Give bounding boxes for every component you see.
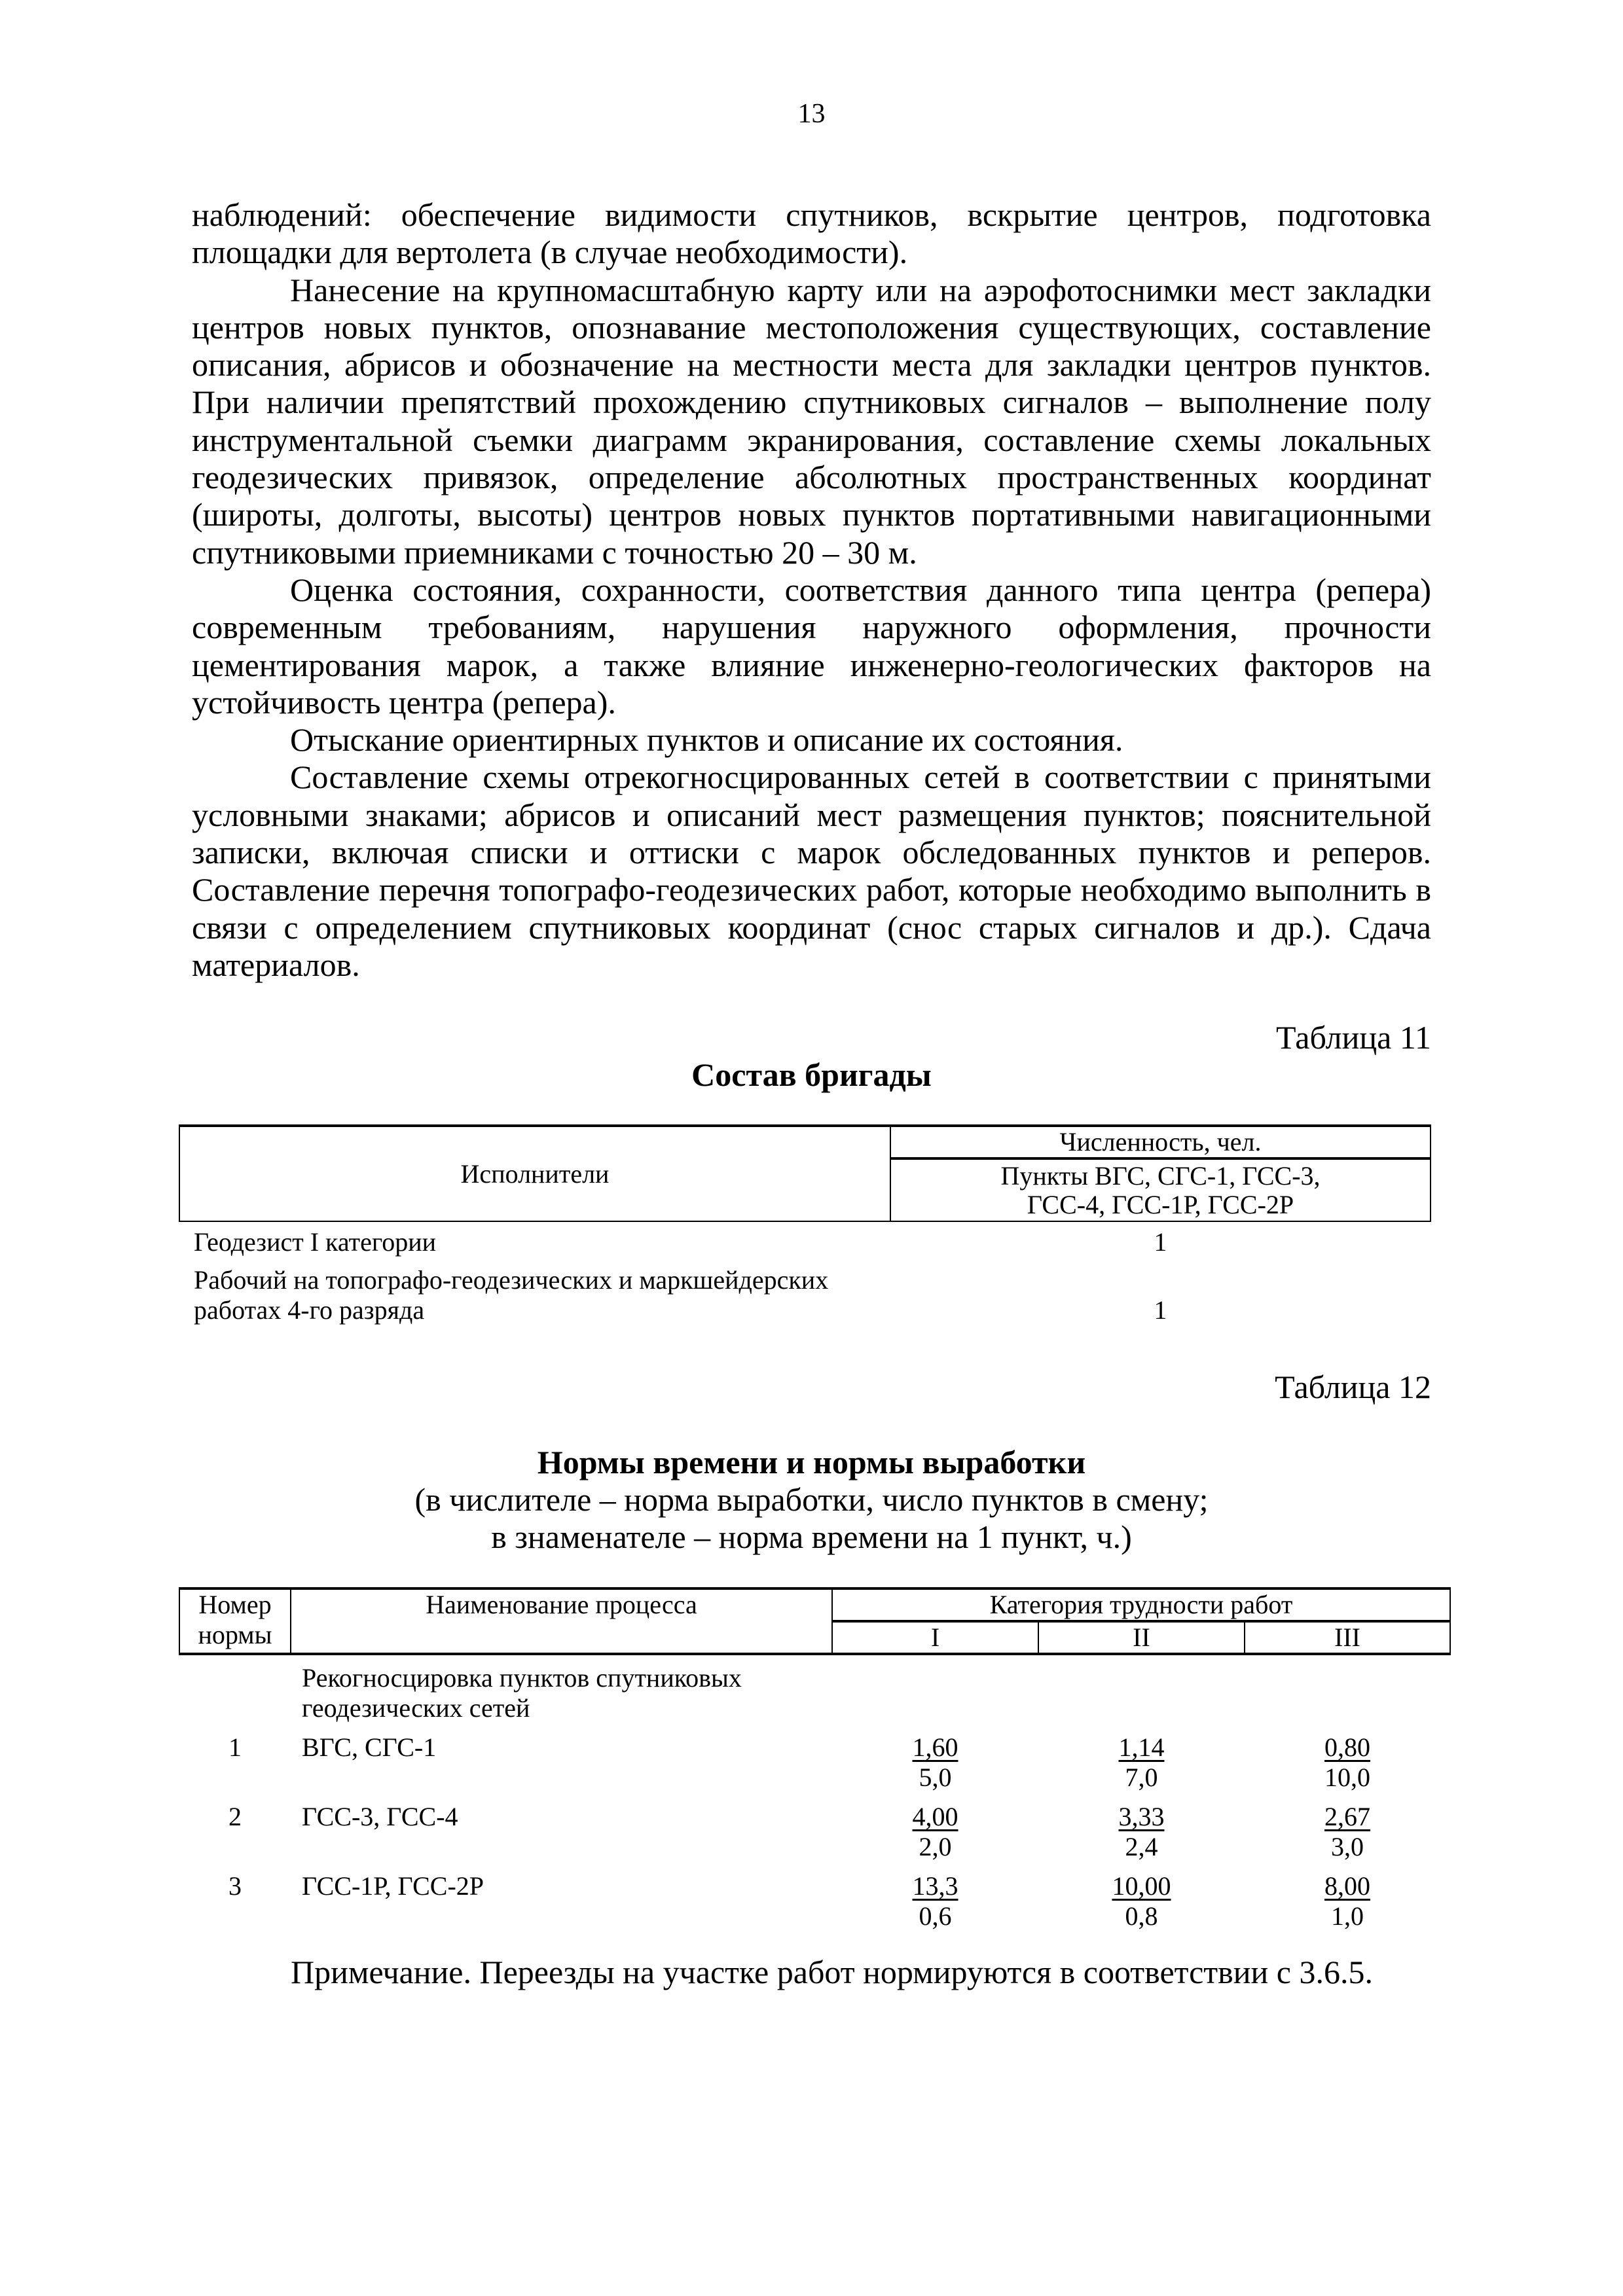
header-category-i: I — [832, 1621, 1038, 1654]
header-process: Наименование процесса — [291, 1588, 832, 1654]
time-norm: 7,0 — [1125, 1763, 1158, 1792]
norm-fraction — [913, 1802, 958, 1862]
table-12 — [179, 1587, 1450, 1931]
performer-name-line: работах 4-го разряда — [194, 1295, 425, 1325]
table-row — [179, 1862, 1450, 1931]
paragraph: Отыскание ориентирных пунктов и описание их состояния. — [290, 721, 1123, 759]
norm-fraction — [1324, 1802, 1370, 1862]
performer-count: 1 — [1154, 1295, 1167, 1325]
norm-fraction — [913, 1871, 958, 1931]
table-row — [179, 1221, 1431, 1257]
table-11-label: Таблица 11 — [1276, 1019, 1431, 1056]
process-name: ВГС, СГС-1 — [302, 1732, 437, 1762]
table-12-label: Таблица 12 — [1275, 1369, 1431, 1405]
time-norm: 0,8 — [1125, 1901, 1158, 1931]
performer-name-line: Рабочий на топографо-геодезических и маркшейдерских — [194, 1265, 829, 1295]
norm-number: 1 — [228, 1732, 242, 1762]
paragraph: Составление схемы отрекогносцированных сетей в соответствии с принятыми условными знаками; абрисов и описаний мест размещения пунктов; пояснительной записки, включая списки и оттиски с марок обследованных пунктов и реперов. Составление перечня топографо-геодезических работ, которые необходимо выполнить в связи с определением спутниковых координат (снос старых сигналов и др.). Сдача материалов. — [192, 759, 1431, 983]
time-norm: 1,0 — [1331, 1901, 1364, 1931]
performer-count: 1 — [1154, 1227, 1167, 1257]
header-norm-number-line: нормы — [198, 1620, 272, 1649]
group-title-line: геодезических сетей — [302, 1693, 530, 1723]
paragraph: Оценка состояния, сохранности, соответствия данного типа центра (репера) современным требованиям, нарушения наружного оформления, прочности цементирования марок, а также влияние инженерно-геологических факторов на устойчивость центра (репера). — [192, 571, 1431, 721]
time-norm: 0,6 — [919, 1901, 952, 1931]
performer-name: Геодезист I категории — [194, 1227, 437, 1257]
group-title — [291, 1654, 832, 1723]
time-norm: 5,0 — [919, 1763, 952, 1792]
table-row — [179, 1257, 1431, 1325]
table-12-subtitle-line2: в знаменателе – норма времени на 1 пункт, ч.) — [491, 1518, 1132, 1555]
paragraph: Нанесение на крупномасштабную карту или на аэрофотоснимки мест закладки центров новых пунктов, опознавание местоположения существующих, составление описания, абрисов и обозначение на местности места для закладки центров пунктов. При наличии препятствий прохождению спутниковых сигналов – выполнение полу инструментальной съемки диаграмм экранирования, составление схемы локальных геодезических привязок, определение абсолютных пространственных координат (широты, долготы, высоты) центров новых пунктов портативными навигационными спутниковыми приемниками с точностью 20 – 30 м. — [192, 271, 1431, 571]
norm-number: 2 — [228, 1802, 242, 1831]
header-norm-number — [179, 1588, 291, 1654]
output-norm: 1,14 — [1118, 1732, 1165, 1762]
norm-fraction — [1119, 1802, 1165, 1862]
norm-fraction — [913, 1732, 958, 1793]
time-norm: 10,0 — [1324, 1763, 1371, 1792]
page-number: 13 — [797, 99, 826, 129]
output-norm: 4,00 — [912, 1802, 958, 1831]
header-category-ii: II — [1038, 1621, 1245, 1654]
table-12-subtitle-line1: (в числителе – норма выработки, число пунктов в смену; — [414, 1481, 1209, 1518]
output-norm: 1,60 — [912, 1732, 958, 1762]
body-text — [192, 196, 1431, 984]
output-norm: 13,3 — [912, 1871, 958, 1901]
norm-fraction — [1119, 1732, 1165, 1793]
header-performers: Исполнители — [179, 1126, 890, 1221]
table-row — [179, 1793, 1450, 1862]
performer-name — [179, 1257, 890, 1325]
header-category-iii: III — [1245, 1621, 1450, 1654]
header-headcount: Численность, чел. — [890, 1126, 1431, 1158]
time-norm: 3,0 — [1331, 1832, 1364, 1861]
group-title-line: Рекогносцировка пунктов спутниковых — [302, 1663, 742, 1693]
table-row — [179, 1723, 1450, 1793]
norm-number: 3 — [228, 1871, 242, 1901]
group-row — [179, 1654, 1450, 1723]
time-norm: 2,4 — [1125, 1832, 1158, 1861]
norm-fraction — [1324, 1732, 1370, 1793]
paragraph: наблюдений: обеспечение видимости спутников, вскрытие центров, подготовка площадки для вертолета (в случае необходимости). — [192, 196, 1431, 271]
norm-fraction — [1324, 1871, 1370, 1931]
output-norm: 10,00 — [1112, 1871, 1171, 1901]
table-12-title: Нормы времени и нормы выработки — [537, 1444, 1086, 1480]
process-name: ГСС-1Р, ГСС-2Р — [302, 1871, 484, 1901]
norm-fraction — [1112, 1871, 1171, 1931]
output-norm: 0,80 — [1324, 1732, 1371, 1762]
process-name: ГСС-3, ГСС-4 — [302, 1802, 458, 1831]
header-norm-number-line: Номер — [198, 1590, 272, 1619]
table-11-title: Состав бригады — [691, 1056, 932, 1093]
output-norm: 8,00 — [1324, 1871, 1371, 1901]
header-points: Пункты ВГС, СГС-1, ГСС-3, ГСС-4, ГСС-1Р, ГСС-2Р — [890, 1158, 1431, 1221]
time-norm: 2,0 — [919, 1832, 952, 1861]
table-11 — [179, 1124, 1431, 1325]
header-category: Категория трудности работ — [832, 1588, 1450, 1621]
output-norm: 2,67 — [1324, 1802, 1371, 1831]
table-12-note: Примечание. Переезды на участке работ нормируются в соответствии с 3.6.5. — [291, 1954, 1373, 1990]
output-norm: 3,33 — [1118, 1802, 1165, 1831]
